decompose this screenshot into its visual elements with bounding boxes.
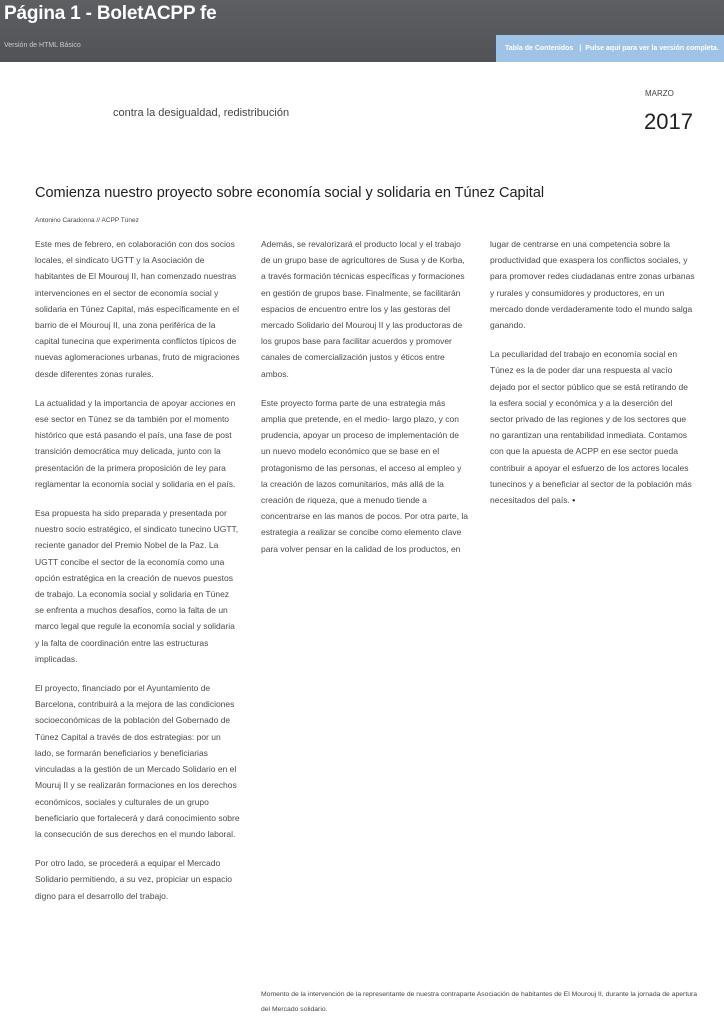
- masthead-slogan: contra la desigualdad, redistribución: [113, 107, 290, 119]
- paragraph: El proyecto, financiado por el Ayuntamiento de Barcelona, contribuirá a la mejora de las condiciones socioeconómicas de la población del Gobernado de Túnez Capital a través de dos estrategias: por un lado, se formarán beneficiarios y beneficiarias vinculadas a la gestión de un Mercado Solidario en el Mouruj II y se realizarán formaciones en los derechos económicos, sociales y culturales de un grupo beneficiario que fortalecerá y dará conocimiento sobre la consecución de sus derechos en el mundo laboral.: [35, 683, 240, 839]
- article-column-3: [490, 236, 696, 521]
- article-headline: Comienza nuestro proyecto sobre economía social y solidaria en Túnez Capital: [35, 185, 545, 201]
- paragraph: La actualidad y la importancia de apoyar acciones en ese sector en Túnez se da también por el momento histórico que está pasando el país, una fase de post transición democrática muy delicada, junto con la presentación de la primera proposición de ley para reglamentar la economía social y solidaria en el país.: [35, 397, 236, 489]
- full-version-link[interactable]: Pulse aquí para ver la versión completa.: [585, 45, 719, 52]
- issue-year: 2017: [644, 109, 693, 134]
- link-separator: |: [579, 45, 582, 52]
- article-column-1: [35, 236, 240, 917]
- page-title: Página 1 - BoletACPP fe: [4, 3, 217, 24]
- navigation-bar: [496, 35, 724, 62]
- paragraph: Este proyecto forma parte de una estrategia más amplia que pretende, en el medio- largo plazo, y con prudencia, apoyar un proceso de implementación de un nuevo modelo económico que se base en el protagonismo de las personas, el acceso al empleo y la creación de lazos comunitarios, más allá de la creación de riqueza, que a menudo tiende a concentrarse en las manos de pocos. Por otra parte, la estrategia a realizar se concibe como elemento clave para volver pensar en la calidad de los productos, en: [261, 397, 468, 554]
- article-end-mark: •: [572, 495, 576, 506]
- paragraph-text: La peculiaridad del trabajo en economía social en Túnez es la de poder dar una respuesta al vacío dejado por el sector público que se está retirando de la esfera social y económica y a la deserción del sector privado de las regiones y de los sectores que no garantizan una rentabilidad inmediata. Contamos con que la apuesta de ACPP en ese sector pueda contribuir a apoyar el esfuerzo de los actores locales tunecinos y a beneficiar al sector de la población más necesitados del país.: [490, 349, 692, 506]
- article-byline: Antonino Caradonna // ACPP Túnez: [35, 217, 139, 224]
- paragraph: [490, 346, 696, 508]
- article-column-2: [261, 236, 469, 570]
- paragraph: Por otro lado, se procederá a equipar el Mercado Solidario permitiendo, a su vez, propiciar un espacio digno para el desarrollo del trabajo.: [35, 858, 233, 901]
- issue-month: MARZO: [645, 89, 674, 98]
- table-of-contents-link[interactable]: Tabla de Contenidos: [505, 45, 574, 52]
- paragraph: Además, se revalorizará el producto local y el trabajo de un grupo base de agricultores de Susa y de Korba, a través formación técnicas específicas y formaciones en gestión de grupos base. Finalmente, se facilitarán espacios de encuentro entre los y las gestoras del mercado Solidario del Mourouj II y las productoras de los grupos base para facilitar acuerdos y promover canales de comercialización justos y éticos entre ambos.: [261, 239, 465, 379]
- paragraph: Este mes de febrero, en colaboración con dos socios locales, el sindicato UGTT y la Asociación de habitantes de El Mourouj II, han comenzado nuestras intervenciones en el sector de economía social y solidaria en Túnez Capital, más específicamente en el barrio de el Mourouj II, una zona periférica de la capital tunecina que experimenta conflictos típicos de nuevas aglomeraciones urbanas, fruto de migraciones desde diferentes zonas rurales.: [35, 239, 240, 379]
- version-label: Versión de HTML Básico: [4, 42, 81, 49]
- paragraph: lugar de centrarse en una competencia sobre la productividad que exaspera los conflictos sociales, y para promover redes ciudadanas entre zonas urbanas y rurales y consumidores y productores, en un mercado donde verdaderamente todo el mundo salga ganando.: [490, 239, 695, 331]
- paragraph: Esa propuesta ha sido preparada y presentada por nuestro socio estratégico, el sindicato tunecino UGTT, reciente ganador del Premio Nobel de la Paz. La UGTT concibe el sector de la economía como una opción estratégica en la creación de nuevos puestos de trabajo. La economía social y solidaria en Túnez se enfrenta a muchos desafíos, como la falta de un marco legal que regule la economía social y solidaria y la falta de coordinación entre las estructuras implicadas.: [35, 508, 239, 664]
- photo-caption: Momento de la intervención de la representante de nuestra contraparte Asociación de habitantes de El Mourouj II, durante la jornada de apertura del Mercado solidario.: [261, 991, 698, 1013]
- top-bar: [0, 0, 724, 62]
